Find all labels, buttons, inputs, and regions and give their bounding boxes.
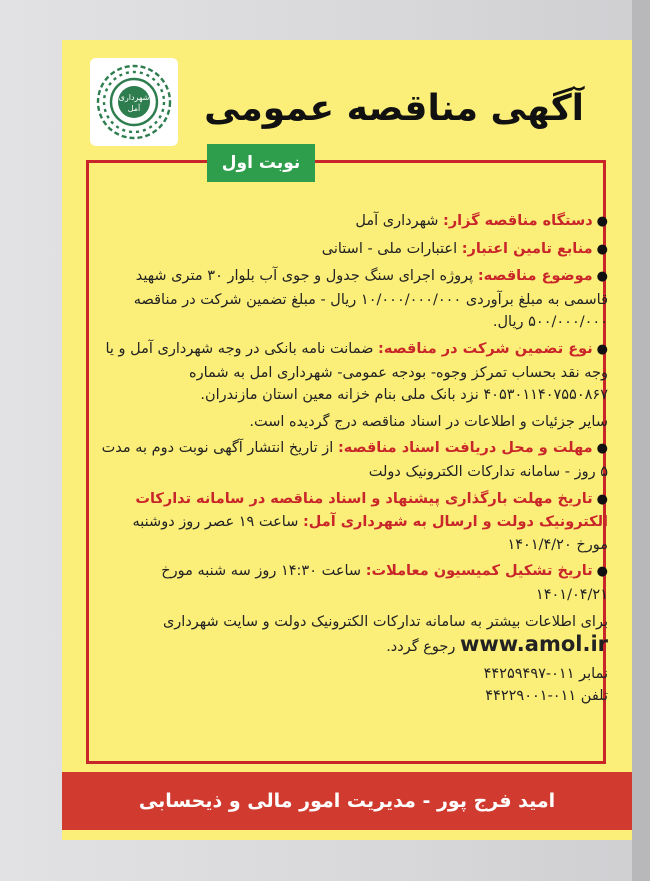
page-edge <box>632 0 650 881</box>
more-info: برای اطلاعات بیشتر به سامانه تدارکات الکترونیک دولت و سایت شهرداری www.amol.ir رجوع گردد. <box>162 613 608 657</box>
phone-line: تلفن ۰۱۱-۴۴۲۲۹۰۰۱ <box>485 688 608 705</box>
signature-footer: امید فرج پور - مدیریت امور مالی و ذیحسابی <box>62 772 632 830</box>
logo-emblem-icon <box>92 60 176 144</box>
fax-number: ۰۱۱-۴۴۲۵۹۴۹۷ <box>483 665 575 682</box>
fax-line: نمابر ۰۱۱-۴۴۲۵۹۴۹۷ <box>483 665 608 682</box>
bullet-icon: ● <box>596 564 608 580</box>
bullet-icon: ● <box>596 269 608 285</box>
details-note: سایر جزئیات و اطلاعات در اسناد مناقصه درج گردیده است. <box>249 413 608 430</box>
phone-number: ۰۱۱-۴۴۲۲۹۰۰۱ <box>485 688 577 705</box>
item-document-deadline: ●مهلت و محل دریافت اسناد مناقصه: از تاریخ انتشار آگهی نوبت دوم به مدت ۵ روز - سامانه تدارکات الکترونیک دولت <box>101 440 608 480</box>
issue-badge: نوبت اول <box>207 144 315 182</box>
bullet-icon: ● <box>596 214 608 229</box>
ad-body <box>100 210 608 708</box>
bullet-icon: ● <box>596 441 608 457</box>
item-tender-subject: ●موضوع مناقصه: پروژه اجرای سنگ جدول و جوی آب بلوار ۳۰ متری شهید قاسمی به مبلغ برآوردی ۱۰/۰۰۰/۰۰۰/۰۰۰ ریال - مبلغ تضمین شرکت در مناقصه ۵۰۰/۰۰۰/۰۰۰ ریال. <box>133 268 608 331</box>
municipality-logo <box>90 58 178 146</box>
item-guarantee-type: ●نوع تضمین شرکت در مناقصه: ضمانت نامه بانکی در وجه شهرداری آمل و یا وجه نقد بحساب تمرکز وجوه- بودجه عمومی- شهرداری امل به شماره ۴۰۵۳۰۱۱۴۰۷۵۵۰۸۶۷ نزد بانک ملی بنام خزانه معین استان مازندران. <box>105 340 608 404</box>
bullet-icon: ● <box>596 241 608 257</box>
item-commission-date: ●تاریخ تشکیل کمیسیون معاملات: ساعت ۱۴:۳۰ روز سه شنبه مورخ ۱۴۰۱/۰۴/۲۱ <box>161 563 608 603</box>
bullet-icon: ● <box>596 341 608 357</box>
bullet-icon: ● <box>596 491 608 507</box>
item-tender-organizer: ●دستگاه مناقصه گزار: شهرداری آمل <box>355 213 608 229</box>
ad-title: آگهی مناقصه عمومی <box>204 88 584 129</box>
item-upload-deadline: ●تاریخ مهلت بارگذاری پیشنهاد و اسناد مناقصه در سامانه تدارکات الکترونیک دولت و ارسال به شهرداری آمل: ساعت ۱۹ عصر روز دوشنبه مورخ ۱۴۰۱/۴/۲۰ <box>132 490 608 553</box>
item-funding-source: ●منابع تامین اعتبار: اعتبارات ملی - استانی <box>321 240 608 257</box>
logo-text-line2: آمل <box>127 104 141 113</box>
website-link[interactable]: www.amol.ir <box>459 632 608 657</box>
logo-text-line1: شهرداری <box>118 93 150 102</box>
